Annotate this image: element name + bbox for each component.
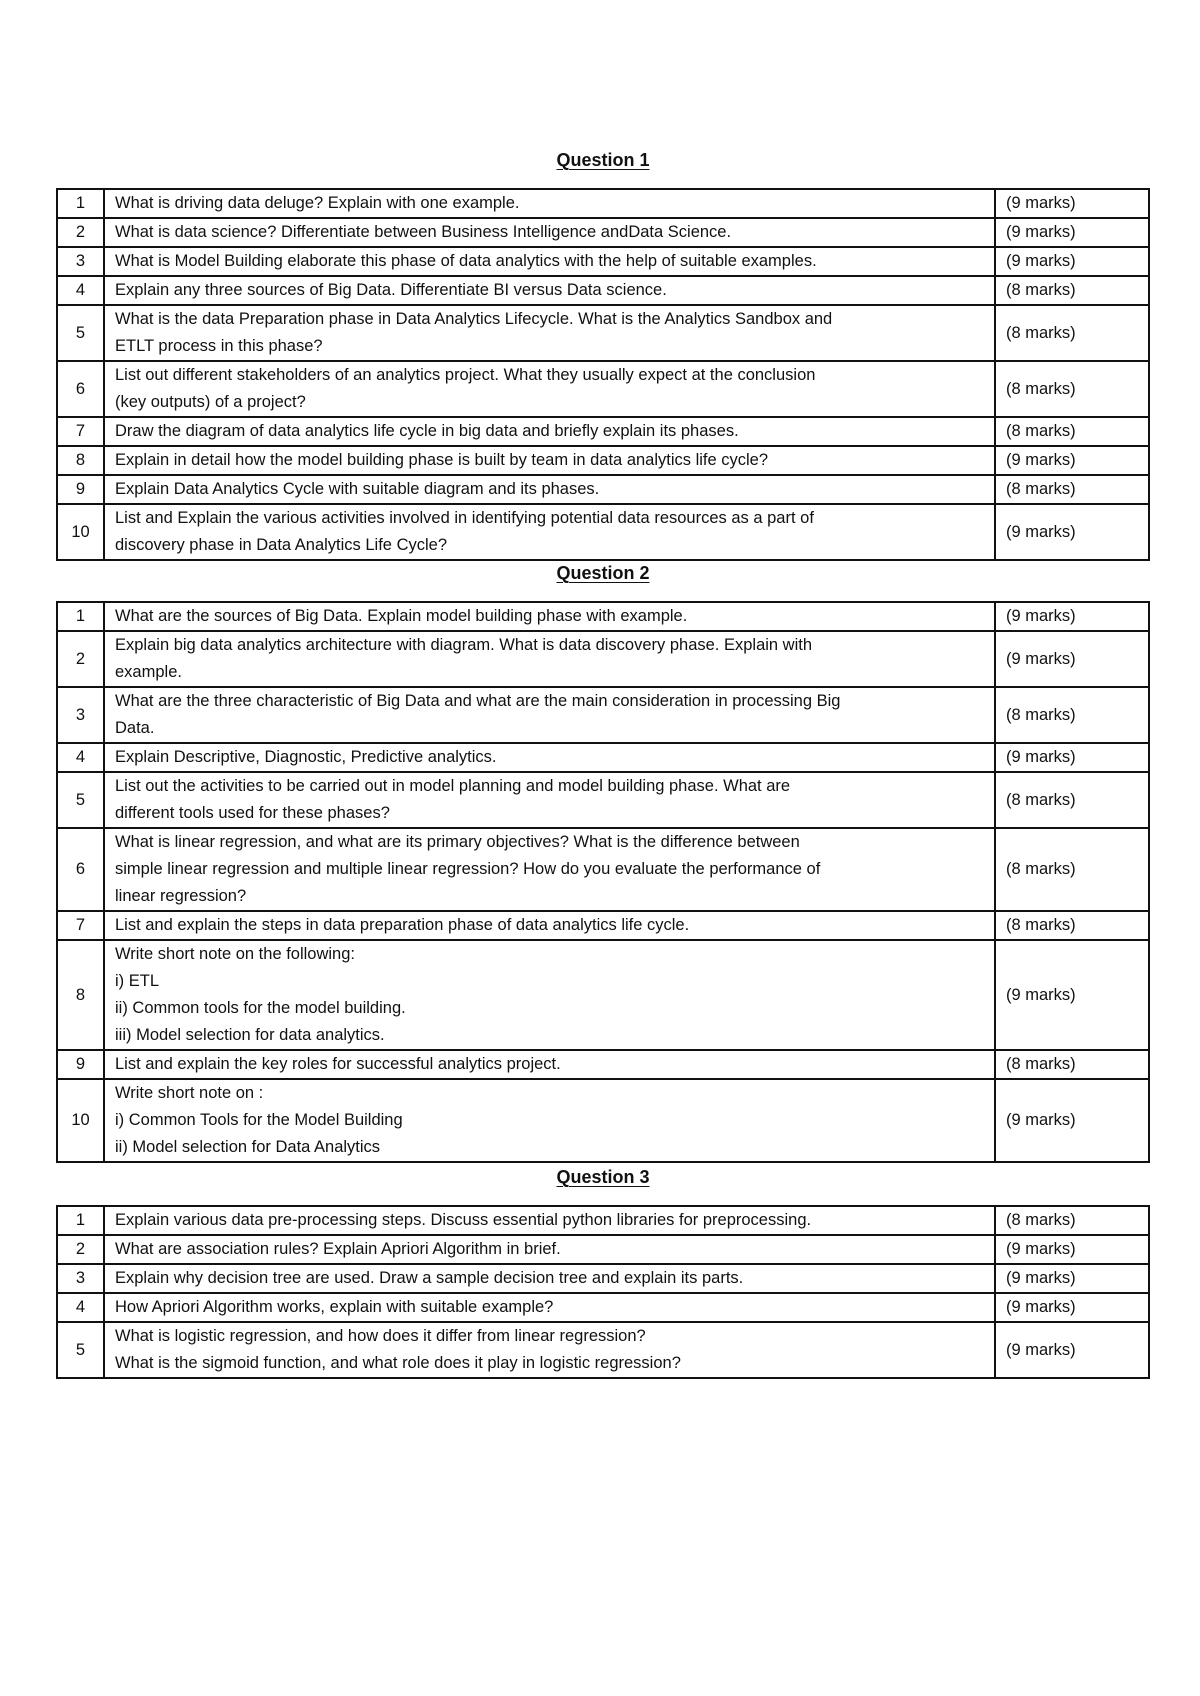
section-title: Question 1 (556, 150, 650, 170)
table-row (57, 1293, 1149, 1322)
table-row (57, 361, 1149, 417)
table-row (57, 475, 1149, 504)
question-text (104, 1293, 995, 1322)
question-marks: (9 marks) (995, 631, 1149, 687)
question-number: 9 (57, 475, 104, 504)
question-marks: (8 marks) (995, 475, 1149, 504)
question-line: How Apriori Algorithm works, explain with suitable example? (115, 1298, 554, 1316)
question-line: What is the sigmoid function, and what role does it play in logistic regression? (115, 1354, 681, 1372)
question-line: discovery phase in Data Analytics Life Cycle? (115, 536, 447, 554)
table-row (57, 1322, 1149, 1378)
question-marks: (9 marks) (995, 602, 1149, 631)
question-line: Write short note on : (115, 1084, 264, 1102)
table-row (57, 305, 1149, 361)
question-marks: (9 marks) (995, 1235, 1149, 1264)
question-marks: (8 marks) (995, 1206, 1149, 1235)
question-line: Explain big data analytics architecture with diagram. What is data discovery phase. Explain with (115, 636, 813, 654)
question-text (104, 687, 995, 743)
question-table (56, 1205, 1150, 1379)
table-row (57, 218, 1149, 247)
question-marks: (8 marks) (995, 772, 1149, 828)
question-table (56, 188, 1150, 561)
question-text (104, 276, 995, 305)
question-text (104, 475, 995, 504)
question-number: 7 (57, 417, 104, 446)
question-marks: (9 marks) (995, 247, 1149, 276)
question-number: 1 (57, 1206, 104, 1235)
question-text (104, 1050, 995, 1079)
question-marks: (8 marks) (995, 361, 1149, 417)
question-text (104, 218, 995, 247)
question-line: What are association rules? Explain Apriori Algorithm in brief. (115, 1240, 561, 1258)
table-row (57, 1264, 1149, 1293)
question-text (104, 1322, 995, 1378)
question-number: 2 (57, 218, 104, 247)
question-text (104, 1235, 995, 1264)
table-row (57, 911, 1149, 940)
question-line: Explain in detail how the model building phase is built by team in data analytics life cycle? (115, 451, 769, 469)
question-number: 6 (57, 361, 104, 417)
question-marks: (8 marks) (995, 828, 1149, 911)
question-line: List and explain the steps in data preparation phase of data analytics life cycle. (115, 916, 690, 934)
question-line: example. (115, 663, 182, 681)
question-number: 3 (57, 687, 104, 743)
question-number: 10 (57, 504, 104, 560)
table-row (57, 631, 1149, 687)
question-line: (key outputs) of a project? (115, 393, 306, 411)
question-number: 1 (57, 189, 104, 218)
question-marks: (9 marks) (995, 1079, 1149, 1162)
question-number: 6 (57, 828, 104, 911)
question-number: 3 (57, 1264, 104, 1293)
question-text (104, 189, 995, 218)
question-marks: (9 marks) (995, 446, 1149, 475)
question-line: What is data science? Differentiate between Business Intelligence andData Science. (115, 223, 732, 241)
question-line: Explain Data Analytics Cycle with suitable diagram and its phases. (115, 480, 600, 498)
table-row (57, 1206, 1149, 1235)
question-marks: (8 marks) (995, 687, 1149, 743)
question-marks: (9 marks) (995, 743, 1149, 772)
question-1-section (56, 146, 1150, 561)
question-text (104, 940, 995, 1050)
question-marks: (9 marks) (995, 1264, 1149, 1293)
question-line: List and Explain the various activities involved in identifying potential data resources as a part of (115, 509, 814, 527)
question-line: simple linear regression and multiple linear regression? How do you evaluate the performance of (115, 860, 821, 878)
question-text (104, 361, 995, 417)
question-line: What is the data Preparation phase in Data Analytics Lifecycle. What is the Analytics Sandbox and (115, 310, 833, 328)
question-line: different tools used for these phases? (115, 804, 390, 822)
question-line: ii) Model selection for Data Analytics (115, 1138, 381, 1156)
question-text (104, 305, 995, 361)
question-line: What is Model Building elaborate this phase of data analytics with the help of suitable examples. (115, 252, 817, 270)
question-marks: (9 marks) (995, 1293, 1149, 1322)
question-number: 5 (57, 305, 104, 361)
question-text (104, 743, 995, 772)
question-line: What are the sources of Big Data. Explain model building phase with example. (115, 607, 688, 625)
question-number: 9 (57, 1050, 104, 1079)
question-text (104, 1264, 995, 1293)
table-row (57, 1050, 1149, 1079)
question-text (104, 772, 995, 828)
question-number: 1 (57, 602, 104, 631)
question-line: i) Common Tools for the Model Building (115, 1111, 403, 1129)
table-row (57, 247, 1149, 276)
question-line: List and explain the key roles for successful analytics project. (115, 1055, 561, 1073)
table-row (57, 743, 1149, 772)
table-row (57, 504, 1149, 560)
question-line: Explain Descriptive, Diagnostic, Predictive analytics. (115, 748, 497, 766)
question-marks: (8 marks) (995, 911, 1149, 940)
question-line: What is logistic regression, and how does it differ from linear regression? (115, 1327, 646, 1345)
question-marks: (9 marks) (995, 940, 1149, 1050)
question-marks: (8 marks) (995, 1050, 1149, 1079)
question-marks: (8 marks) (995, 305, 1149, 361)
question-line: ii) Common tools for the model building. (115, 999, 406, 1017)
question-line: Data. (115, 719, 155, 737)
question-text (104, 446, 995, 475)
question-number: 3 (57, 247, 104, 276)
question-line: Explain why decision tree are used. Draw a sample decision tree and explain its parts. (115, 1269, 744, 1287)
question-number: 4 (57, 276, 104, 305)
question-line: ETLT process in this phase? (115, 337, 323, 355)
question-text (104, 602, 995, 631)
question-text (104, 417, 995, 446)
question-text (104, 828, 995, 911)
table-row (57, 417, 1149, 446)
table-row (57, 828, 1149, 911)
question-marks: (8 marks) (995, 276, 1149, 305)
section-title: Question 3 (556, 1167, 650, 1187)
table-row (57, 1079, 1149, 1162)
question-number: 7 (57, 911, 104, 940)
question-line: List out the activities to be carried out in model planning and model building phase. What are (115, 777, 791, 795)
question-number: 4 (57, 1293, 104, 1322)
table-row (57, 446, 1149, 475)
question-number: 2 (57, 631, 104, 687)
question-table (56, 601, 1150, 1163)
question-text (104, 911, 995, 940)
question-marks: (9 marks) (995, 1322, 1149, 1378)
question-marks: (9 marks) (995, 504, 1149, 560)
question-line: i) ETL (115, 972, 160, 990)
table-row (57, 1235, 1149, 1264)
question-line: Draw the diagram of data analytics life cycle in big data and briefly explain its phases. (115, 422, 739, 440)
question-number: 2 (57, 1235, 104, 1264)
question-number: 5 (57, 1322, 104, 1378)
table-row (57, 687, 1149, 743)
question-line: iii) Model selection for data analytics. (115, 1026, 385, 1044)
question-number: 10 (57, 1079, 104, 1162)
table-row (57, 772, 1149, 828)
question-text (104, 631, 995, 687)
question-line: Write short note on the following: (115, 945, 355, 963)
question-line: What is driving data deluge? Explain with one example. (115, 194, 520, 212)
table-row (57, 602, 1149, 631)
question-line: List out different stakeholders of an analytics project. What they usually expect at the conclusion (115, 366, 816, 384)
question-line: linear regression? (115, 887, 247, 905)
table-row (57, 940, 1149, 1050)
table-row (57, 189, 1149, 218)
question-marks: (8 marks) (995, 417, 1149, 446)
question-line: What are the three characteristic of Big Data and what are the main consideration in processing Big (115, 692, 841, 710)
question-number: 4 (57, 743, 104, 772)
question-number: 8 (57, 940, 104, 1050)
question-text (104, 1079, 995, 1162)
question-2-section (56, 559, 1150, 1163)
question-number: 5 (57, 772, 104, 828)
question-3-section (56, 1163, 1150, 1379)
question-line: Explain various data pre-processing steps. Discuss essential python libraries for preprocessing. (115, 1211, 812, 1229)
section-title: Question 2 (556, 563, 650, 583)
question-line: What is linear regression, and what are its primary objectives? What is the difference between (115, 833, 800, 851)
question-text (104, 1206, 995, 1235)
question-line: Explain any three sources of Big Data. Differentiate BI versus Data science. (115, 281, 667, 299)
question-text (104, 504, 995, 560)
question-number: 8 (57, 446, 104, 475)
table-row (57, 276, 1149, 305)
question-marks: (9 marks) (995, 189, 1149, 218)
question-text (104, 247, 995, 276)
question-marks: (9 marks) (995, 218, 1149, 247)
